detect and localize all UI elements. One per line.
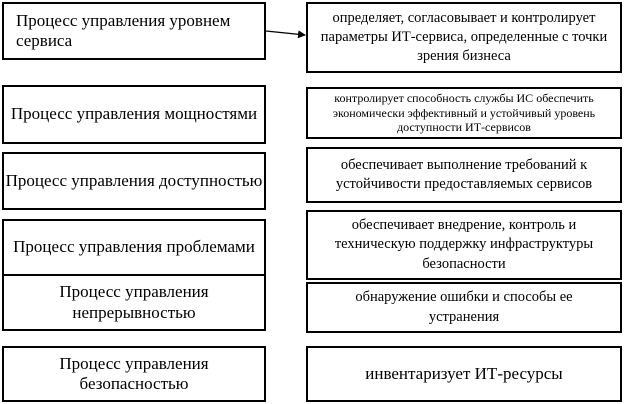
- process-box-security: [2, 346, 266, 402]
- description-box-continuity: [306, 282, 622, 333]
- process-box-service-level: [2, 2, 266, 60]
- description-label: инвентаризует ИТ-ресурсы: [365, 363, 563, 383]
- description-box-service-level: [306, 2, 622, 73]
- process-label: Процесс управления мощностями: [10, 104, 258, 124]
- description-box-availability: [306, 147, 622, 203]
- description-label: обеспечивает внедрение, контроль и техническую поддержку инфраструктуры безопасности: [334, 217, 594, 272]
- description-label: контролирует способность службы ИС обеспечить экономически эффективный и устойчивый уровень доступности ИТ-сервисов: [332, 91, 596, 135]
- process-box-continuity: [2, 274, 266, 331]
- connector-arrow: [266, 31, 305, 35]
- description-box-problems: [306, 210, 622, 280]
- description-box-capacity: [306, 87, 622, 139]
- description-box-security: [306, 346, 622, 402]
- description-label: определяет, согласовывает и контролирует параметры ИТ-сервиса, определенные с точки зрения бизнеса: [320, 9, 608, 65]
- description-label: обеспечивает выполнение требований к устойчивости предоставляемых сервисов: [335, 156, 593, 192]
- process-box-availability: [2, 152, 266, 210]
- process-label: Процесс управления непрерывностью: [59, 282, 209, 322]
- process-box-problems: [2, 219, 266, 276]
- process-label: Процесс управления доступностью: [5, 170, 263, 190]
- process-label: Процесс управления уровнем сервиса: [16, 10, 231, 50]
- process-label: Процесс управления безопасностью: [59, 353, 209, 393]
- process-label: Процесс управления проблемами: [13, 237, 255, 257]
- process-box-capacity: [2, 85, 266, 144]
- description-label: обнаружение ошибки и способы ее устранения: [355, 289, 573, 325]
